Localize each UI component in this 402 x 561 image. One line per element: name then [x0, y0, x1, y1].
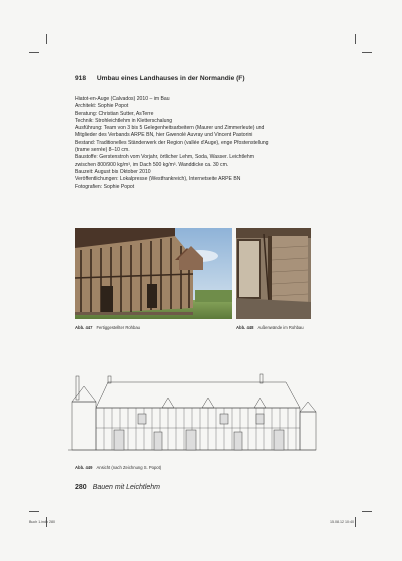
figure-caption [75, 465, 161, 470]
print-slug-left: Buch 1.indb 280 [29, 520, 55, 524]
section-name: Bauen mit Leichtlehm [92, 484, 161, 491]
info-line: Veröffentlichungen: Lokalpresse (Westfrankreich), Internetseite ARPE BN [75, 176, 241, 183]
figure-caption-text: Fertiggestellter Rohbau [96, 325, 140, 330]
info-line: Fotografien: Sophie Popot [75, 183, 135, 190]
elevation-drawing [64, 372, 320, 452]
info-line: Bauzeit: August bis Oktober 2010 [75, 168, 151, 175]
crop-mark [362, 511, 372, 512]
info-line: Baustoffe: Gerstenstroh vom Vorjahr, örtlicher Lehm, Soda, Wasser. Leichtlehm [75, 154, 254, 161]
section-heading [75, 75, 245, 82]
crop-mark [46, 34, 47, 44]
section-number: 918 [75, 75, 87, 82]
crop-mark [362, 52, 372, 53]
figure-caption [236, 325, 304, 330]
info-line: zwischen 800/900 kg/m³, im Dach 500 kg/m³. Wanddicke ca. 30 cm. [75, 161, 229, 168]
page-footer [75, 484, 160, 491]
figure-label: Abb. 447 [75, 325, 93, 330]
info-line: (trame serrée) 8–10 cm. [75, 147, 130, 154]
crop-mark [29, 52, 39, 53]
figure-caption [75, 325, 140, 330]
page-number: 280 [75, 484, 87, 491]
info-line: Technik: Strohleichtlehm in Kletterschalung [75, 117, 173, 124]
photo-finished-shell [75, 228, 232, 319]
figure-label: Abb. 449 [75, 465, 93, 470]
print-slug-right: 15.08.12 10:40 [330, 520, 354, 524]
crop-mark [29, 511, 39, 512]
info-line: Hiatot-en-Auge (Calvados) 2010 – im Bau [75, 96, 170, 102]
info-line: Beratung: Christian Sutter, AsTerre [75, 110, 154, 117]
crop-mark [355, 34, 356, 44]
section-title: Umbau eines Landhauses in der Normandie (F) [96, 75, 245, 82]
project-info [75, 96, 320, 191]
info-line: Bestand: Traditionelles Ständerwerk der Region (vallée d'Auge), enge Pfostenstellung [75, 139, 269, 146]
figure-label: Abb. 448 [236, 325, 254, 330]
info-line: Architekt: Sophie Popot [75, 103, 129, 110]
figure-caption-text: Außenwände im Rohbau [257, 325, 304, 330]
info-line: Ausführung: Team von 3 bis 5 Gelegenheitsarbeitern (Maurer und Zimmerleute) und [75, 125, 265, 132]
crop-mark [355, 517, 356, 527]
figure-caption-text: Ansicht (nach Zeichnung S. Popot) [96, 465, 162, 470]
photo-exterior-walls-shell [236, 228, 311, 319]
info-line: Mitglieder des Verbands ARPE BN, hier Gwenolé Auvray und Vincent Pastorini [75, 132, 253, 139]
